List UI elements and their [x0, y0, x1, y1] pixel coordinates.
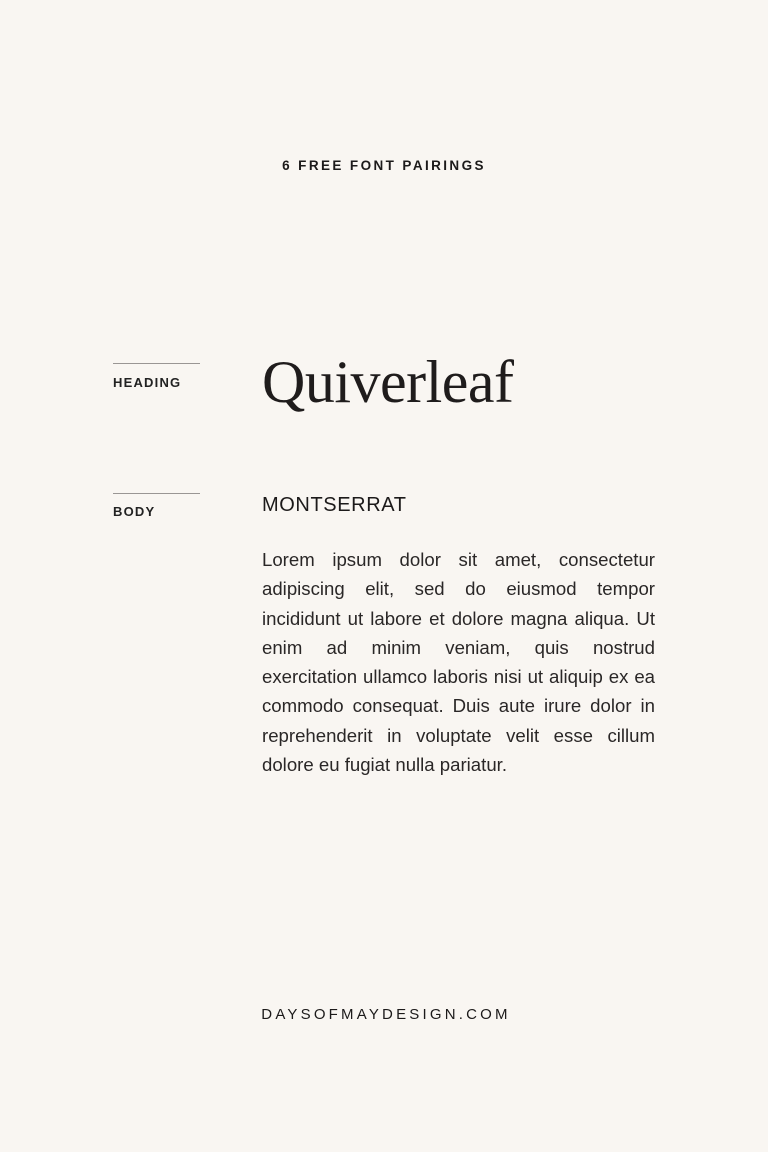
heading-font-sample: Quiverleaf [262, 349, 514, 415]
page-title: 6 FREE FONT PAIRINGS [282, 158, 486, 173]
body-label: BODY [113, 504, 156, 519]
body-divider [113, 493, 200, 494]
heading-label: HEADING [113, 375, 182, 390]
body-sample-text: Lorem ipsum dolor sit amet, consectetur adipiscing elit, sed do eiusmod tempor incididunt ut labore et dolore magna aliqua. Ut enim ad minim veniam, quis nostrud exercitation ullamco laboris nisi ut aliquip ex ea commodo consequat. Duis aute irure dolor in reprehenderit in voluptate velit esse cillum dolore eu fugiat nulla pariatur. [262, 549, 655, 776]
body-font-name: MONTSERRAT [262, 494, 407, 516]
footer-website: DAYSOFMAYDESIGN.COM [261, 1006, 511, 1023]
heading-divider [113, 363, 200, 364]
